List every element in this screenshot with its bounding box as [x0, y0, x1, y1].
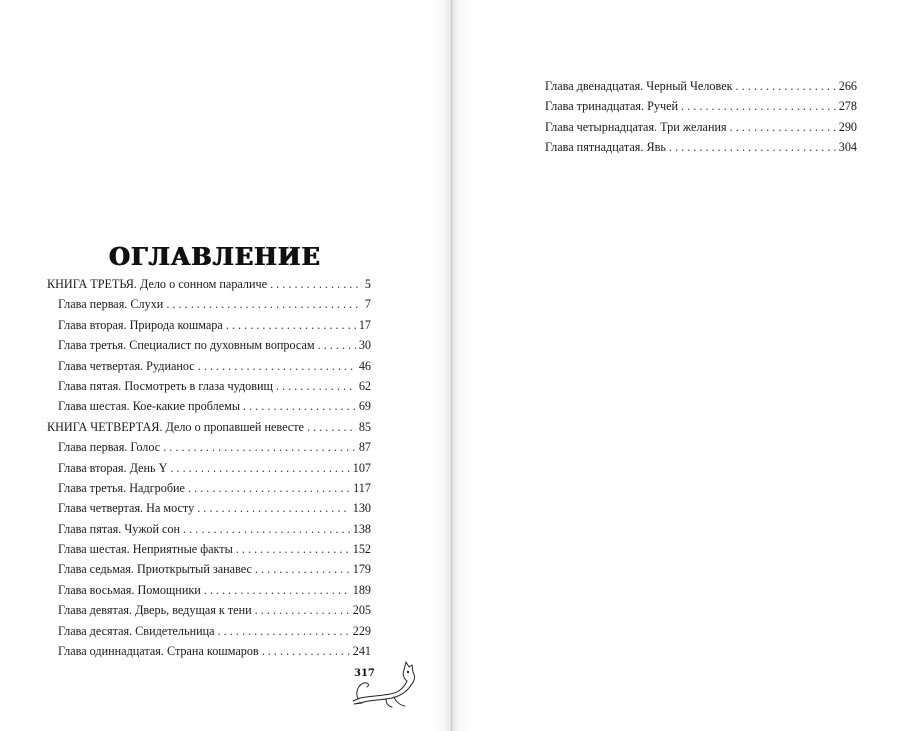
toc-page-number: 152 — [352, 542, 371, 557]
toc-leader-dots — [270, 274, 362, 294]
toc-entry-title: Глава четвертая. На мосту — [58, 501, 195, 516]
page-number: 317 — [354, 668, 375, 679]
toc-entry — [47, 539, 371, 559]
toc-entry — [47, 559, 371, 579]
toc-page-number: 138 — [352, 521, 371, 536]
toc-list-left — [47, 274, 371, 661]
toc-entry-title: Глава вторая. Природа кошмара — [58, 317, 223, 332]
toc-leader-dots — [255, 600, 350, 620]
toc-page-number: 5 — [364, 277, 371, 291]
book-gutter-fold — [451, 0, 452, 731]
toc-entry — [47, 621, 371, 641]
toc-entry-title: Глава седьмая. Приоткрытый занавес — [58, 562, 252, 577]
toc-page-number: 304 — [838, 140, 857, 155]
toc-entry — [545, 117, 857, 137]
toc-entry-title: Глава пятая. Чужой сон — [58, 521, 181, 536]
toc-entry-title: Глава четвертая. Рудианос — [58, 358, 195, 373]
toc-entry — [47, 519, 371, 539]
toc-page-number: 87 — [358, 440, 371, 455]
toc-page-number: 7 — [364, 297, 371, 312]
toc-leader-dots — [204, 580, 350, 600]
toc-leader-dots — [197, 498, 350, 518]
toc-page-number: 117 — [353, 480, 371, 495]
toc-page-number: 179 — [352, 562, 371, 577]
toc-entry-title: Глава девятая. Дверь, ведущая к тени — [58, 603, 252, 618]
toc-entry — [47, 356, 371, 376]
toc-entry-title: КНИГА ЧЕТВЕРТАЯ. Дело о пропавшей невесте — [47, 419, 304, 434]
toc-leader-dots — [236, 539, 350, 559]
toc-entry — [47, 315, 371, 335]
toc-entry — [47, 478, 371, 498]
toc-leader-dots — [188, 478, 350, 498]
toc-page-number: 241 — [352, 644, 371, 659]
toc-page-number: 107 — [352, 460, 371, 475]
toc-list-right — [545, 76, 857, 158]
toc-leader-dots — [218, 621, 350, 641]
toc-page-number: 229 — [352, 623, 371, 638]
toc-leader-dots — [736, 76, 836, 96]
book-gutter-shadow — [432, 0, 472, 731]
toc-page-number: 130 — [352, 501, 371, 516]
toc-entry-title: Глава шестая. Кое-какие проблемы — [58, 399, 241, 414]
toc-entry — [47, 417, 371, 437]
toc-entry — [47, 580, 371, 600]
toc-entry-title: Глава третья. Надгробие — [58, 480, 185, 495]
toc-entry-title: Глава тринадцатая. Ручей — [545, 99, 679, 114]
toc-page-number: 30 — [358, 338, 371, 353]
toc-entry — [545, 76, 857, 96]
toc-page-number: 46 — [358, 358, 371, 373]
toc-entry — [47, 274, 371, 294]
toc-entry — [47, 376, 371, 396]
toc-entry-title: КНИГА ТРЕТЬЯ. Дело о сонном параличе — [47, 277, 268, 291]
toc-entry — [47, 437, 371, 457]
toc-page-number: 205 — [352, 603, 371, 618]
toc-leader-dots — [198, 356, 356, 376]
toc-page-number: 17 — [358, 317, 371, 332]
toc-page-number: 290 — [838, 119, 857, 134]
toc-leader-dots — [318, 335, 356, 355]
toc-entry-title: Глава вторая. День Y — [58, 460, 168, 475]
toc-entry — [545, 137, 857, 157]
toc-leader-dots — [307, 417, 356, 437]
toc-title: ОГЛАВЛЕНИЕ — [109, 242, 321, 272]
toc-leader-dots — [183, 519, 350, 539]
toc-entry-title: Глава шестая. Неприятные факты — [58, 542, 233, 557]
toc-leader-dots — [730, 117, 836, 137]
toc-entry-title: Глава десятая. Свидетельница — [58, 623, 215, 638]
toc-entry — [47, 498, 371, 518]
toc-leader-dots — [262, 641, 350, 661]
toc-entry — [47, 600, 371, 620]
toc-leader-dots — [243, 396, 356, 416]
toc-entry-title: Глава восьмая. Помощники — [58, 582, 201, 597]
toc-entry — [47, 641, 371, 661]
toc-page-number: 69 — [358, 399, 371, 414]
toc-entry-title: Глава первая. Слухи — [58, 297, 164, 312]
stretching-cat-icon — [350, 652, 422, 710]
toc-entry — [47, 294, 371, 314]
toc-entry — [47, 396, 371, 416]
toc-entry — [47, 335, 371, 355]
toc-leader-dots — [276, 376, 356, 396]
toc-leader-dots — [163, 437, 356, 457]
toc-leader-dots — [226, 315, 356, 335]
toc-entry — [545, 96, 857, 116]
toc-leader-dots — [170, 458, 349, 478]
toc-page-number: 266 — [838, 79, 857, 93]
toc-page-number: 189 — [352, 582, 371, 597]
toc-entry-title: Глава первая. Голос — [58, 440, 161, 455]
toc-page-number: 62 — [358, 378, 371, 393]
toc-leader-dots — [681, 96, 836, 116]
toc-entry-title: Глава пятнадцатая. Явь — [545, 140, 666, 155]
toc-entry-title: Глава двенадцатая. Черный Человек — [545, 79, 733, 93]
toc-entry — [47, 458, 371, 478]
toc-leader-dots — [255, 559, 350, 579]
toc-entry-title: Глава четырнадцатая. Три желания — [545, 119, 727, 134]
toc-page-number: 278 — [838, 99, 857, 114]
toc-entry-title: Глава пятая. Посмотреть в глаза чудовищ — [58, 378, 273, 393]
toc-leader-dots — [669, 137, 836, 157]
toc-page-number: 85 — [358, 419, 371, 434]
toc-entry-title: Глава одиннадцатая. Страна кошмаров — [58, 644, 259, 659]
toc-entry-title: Глава третья. Специалист по духовным вопросам — [58, 338, 315, 353]
toc-leader-dots — [166, 294, 362, 314]
